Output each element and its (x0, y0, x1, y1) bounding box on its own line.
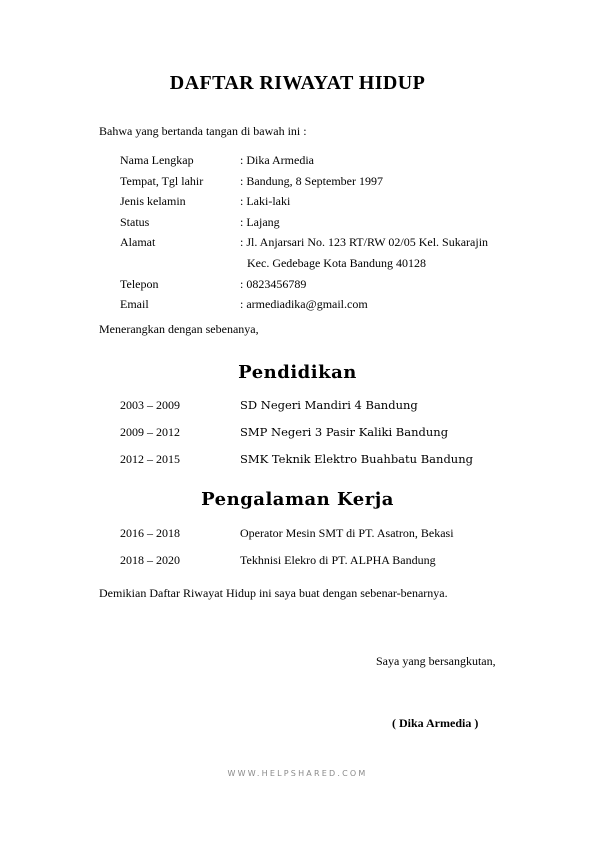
info-label: Telepon (120, 276, 159, 291)
info-label: Tempat, Tgl lahir (120, 173, 204, 188)
info-value: : Laki-laki (240, 194, 291, 209)
closing-text: Menerangkan dengan sebenanya, (99, 322, 259, 336)
info-value: : Jl. Anjarsari No. 123 RT/RW 02/05 Kel. Sukarajin (240, 235, 489, 250)
education-years: 2003 – 2009 (120, 398, 180, 412)
info-value: : Dika Armedia (240, 153, 314, 167)
education-years: 2009 – 2012 (120, 425, 180, 439)
signoff-text: Saya yang bersangkutan, (376, 654, 496, 668)
signature-name: ( Dika Armedia ) (392, 716, 479, 730)
info-label: Email (120, 297, 149, 312)
info-label: Alamat (120, 235, 156, 250)
intro-text: Bahwa yang bertanda tangan di bawah ini : (99, 124, 307, 138)
education-years: 2012 – 2015 (120, 452, 180, 466)
work-job: Operator Mesin SMT di PT. Asatron, Bekasi (240, 526, 454, 540)
info-value: : Lajang (240, 214, 280, 229)
education-school: SMP Negeri 3 Pasir Kaliki Bandung (240, 425, 449, 439)
final-statement: Demikian Daftar Riwayat Hidup ini saya buat dengan sebenar-benarnya. (99, 586, 448, 600)
work-years: 2016 – 2018 (120, 526, 180, 540)
info-value: : armediadika@gmail.com (240, 297, 368, 312)
document-title: DAFTAR RIWAYAT HIDUP (169, 72, 426, 94)
info-label: Status (120, 214, 150, 229)
site-watermark: WWW.HELPSHARED.COM (227, 769, 368, 778)
info-value: Kec. Gedebage Kota Bandung 40128 (247, 255, 426, 270)
work-job: Tekhnisi Elekro di PT. ALPHA Bandung (240, 553, 436, 567)
info-label: Jenis kelamin (120, 194, 186, 209)
education-school: SD Negeri Mandiri 4 Bandung (240, 398, 418, 412)
info-label: Nama Lengkap (120, 153, 194, 167)
education-heading: Pendidikan (238, 362, 357, 383)
education-school: SMK Teknik Elektro Buahbatu Bandung (240, 452, 473, 466)
info-value: : 0823456789 (240, 276, 307, 291)
work-heading: Pengalaman Kerja (201, 489, 394, 510)
info-value: : Bandung, 8 September 1997 (240, 173, 383, 188)
work-years: 2018 – 2020 (120, 553, 180, 567)
